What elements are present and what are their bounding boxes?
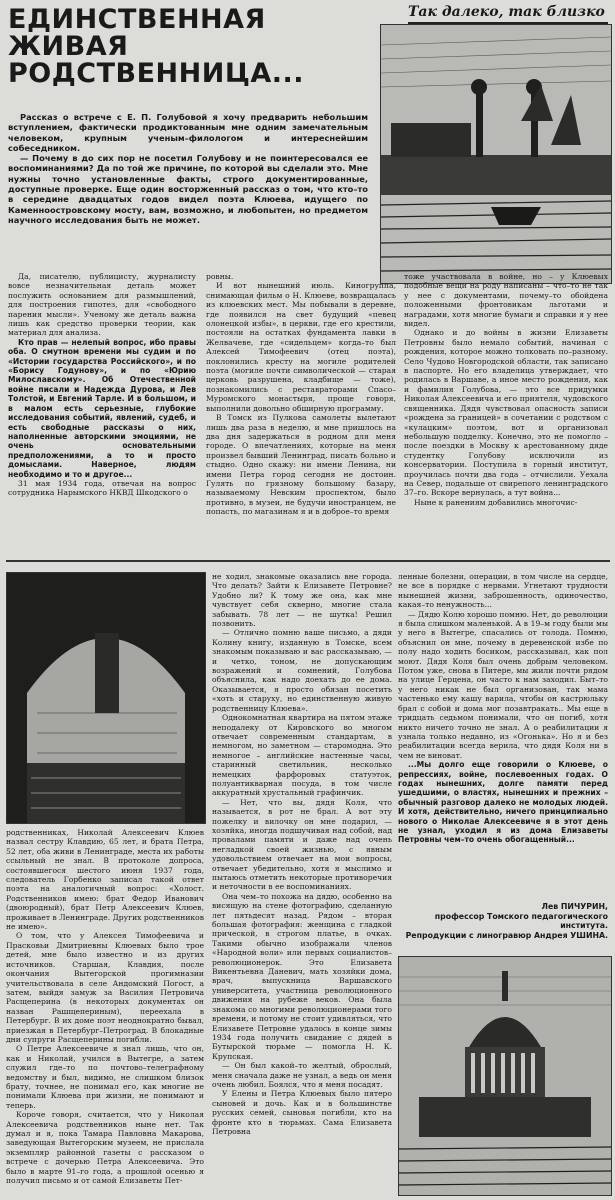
paragraph: О Петре Алексеевиче я знал лишь, что он, как и Николай, учился в Вытегре, а затем служил где–то по почтово–телеграфному ведомству и был, видимо, не слишком близок брату, точнее, не понимал его, как многие не понимали Клюева при жизни, не понимают и теперь. [6,1044,204,1110]
paragraph: ровны. [206,272,234,281]
paragraph: родственниках, Николай Алексеевич Клюев назвал сестру Клавдию, 65 лет, и брата Петра, 52 лет, оба живи в Ленинграде, места их работы ссыльный не знал. В протоколе допроса, состоявшегося шестого июня 1937 года, следователь Горбенко записал такой ответ поэта на аналогичный вопрос: «Холост. Родственников имею: брат Федор Иванович (двоюродный), брат Петр Алексеевич Клюев, проживает в Ленинграде. Других родственников не имею». [6,828,204,932]
author-name: Лев ПИЧУРИН, [541,902,608,911]
author-position: профессор Томского педагогического института. [434,911,608,931]
paragraph: У Елены и Петра Клюевых было пятеро сыновей и дочь. Как и в большинстве русских семей, сыновья погибли, кто на фронте кто в тюрьмах. Сама Елизавета Петровна [212,1089,392,1136]
text-column-1 [8,272,196,498]
linocut-embankment-drawing [381,25,611,283]
paragraph: — Отлично помню ваше письмо, а дяди Колину книгу, изданную в Томске, всем знакомым показываю и вас рассказываю, — и четко, тоном, не допускающим возражений и сомнений, Голубова объяснила, как надо доехать до ее дома. Оказывается, я просто обязан посетить «хоть и старуху, но единственную живую родственницу Клюева». [212,628,392,713]
text-column-2 [206,272,396,517]
paragraph-bold: ...Мы долго еще говорили о Клюеве, о репрессиях, войне, послевоенных годах. О годах нынешних, долге памяти перед ушедшими, о властях, нынешних и прежних – обычный разговор далеко не молодых людей. И хотя, действительно, ничего принципиально нового о Николае Алексеевиче я в этот день не узнал, уходил я из дома Елизаветы Петровны чем–то очень обогащенный... [398,760,608,845]
linocut-cathedral-drawing [399,957,611,1195]
paragraph: Ныне к ранениям добавились многочис- [414,497,578,507]
paragraph: Однако и до войны в жизни Елизаветы Петровны было немало событий, начиная с рождения, которое можно толковать по–разному. Село Чудово Новгородской области, так записано в паспорте. Но его владелица утверждает, что родилась в Варшаве, а иное место рождения, как и фамилия Голубова, — это все придумки Николая Алексеевича и его приятеля, чудовского священника. Дядя чувствовал опасность записи «рождена за границей» в сочетании с родством с «кулацким» поэтом, вот и организовал небольшую подделку. Конечно, это не помогло – после поездки в Москву к арестованному дяде студентку Голубову исключили из консерватории. Поступила в горный институт, проучилась почти два года – отчислили. Уехала на Север, подальше от свирепого ленинградского 37–го. Вскоре вернулась, а тут война... [404,328,608,498]
paragraph: Да, писателю, публицисту, журналисту вовсе незначительная деталь может послужить основанием для размышлений, для построения гипотез, для «свободного парения мысли». Ученому же деталь важна лишь как средство проверки теории, как материал для анализа. [8,272,196,338]
author-signature [398,902,608,940]
text-column-5 [212,572,392,1136]
paragraph: — Нет, что вы, дядя Коля, что называется, в рот не брал. А вот эту пожелку и вилочку он мне подарил, — хозяйка, иногда подшучивая над собой, над провалами памяти и даже над очень негладкой своей жизнью, с явным удовольствием отвечает на мои вопросы, отвечает убедительно, хотя я мыслимо и пытаюсь отметить некоторые противоречия и неточности в ее воспоминаниях. [212,797,392,892]
article-lead [8,112,368,225]
paragraph: Она чем–то похожа на дядю, особенно на висящую на стене фотографию, сделанную лет пятьдесят назад. Рядом – вторая большая фотография: женщина с гладкой прической, в строгом платье, в очках. Такими обычно изображали членов «Народной воли» или первых социалистов–революционерок. Это Елизавета Викентьевна Даневич, мать хозяйки дома, врач, выпускница Варшавского университета, участница революционного движения на рубеже веков. Она была знакома со многими революционерами того времени, и потому не стоит удивляться, что Елизавете Петровне удалось в конце зимы 1934 года получить свидание с дядей в Бутырской тюрьме — помогла Н. К. Крупская. [212,891,392,1061]
text-column-6 [398,572,608,845]
paragraph: В Томск из Пулкова самолеты вылетают лишь два раза в неделю, и мне пришлось на два дня задержаться в родном для меня городе. О впечатлениях, которые на меня произвел бывший Ленинград, писать больно и стыдно. Одно скажу: ни имени Ленина, ни имени Петра город сегодня не достоин. Гулять по грязному большому базару, называемому Невским проспектом, было противно, в музеи, не будучи иностранцем, не попасть, по магазинам я и в доброе–то время [206,413,396,517]
paragraph: не ходил, знакомые оказались вне города. Что делать? Зайти к Елизавете Петровне? Удобно ли? К тому же она, как мне чувствует себя скверно, многие стала забывать. 78 лет — не шутка! Решил позвонить. [212,572,392,629]
lead-paragraph: — Почему в до сих пор не посетил Голубову и не поинтересовался ее воспоминаниями? Да по той же причине, по которой вы сделали это. Мне нужны точно установленные факты, строго документированные, доступные проверке. Еще один восторженный рассказ о том, что кто–то в середине двадцатых годов видел поэта Клюева, идущего по Каменноостровскому мосту, вам, возможно, и любопытен, но предметом научного исследования быть не может. [8,153,368,225]
linocut-arch-drawing [7,573,205,823]
paragraph: — Дядю Колю хорошо помню. Нет, до революции я была слишком маленькой. А в 19–м году были мы у него в Вытегре, спасались от голода. Помню, объяснил он мне, почему в деревенской избе по полу надо ходить босиком, рассказывал, как пол моют. Дядя Коля был очень добрым человеком. Потом уже, снова в Питере, мы жили почти рядом на улице Герцена, он часто к нам заходил. Быт–то у него никак не был организован, так мама частенько ему кашу варила, чтобы он кастрюльку брал с собой и дома мог позавтракать.. Мы еще в тридцать седьмом понимали, что он погиб, хотя никто ничего точно не знал. А о реабилитации я узнала только недавно, из «Огонька». Но я и без реабилитации всегда верила, что дядя Коля ни в чем не виноват. [398,609,608,760]
section-divider [6,560,610,562]
paragraph: ленные болезни, операции, в том числе на сердце, не все в порядке с нервами. Угнетают трудности нынешней жизни, заброшенность, одиночество, какая–то ненужность... [398,572,608,610]
illustration-credit: Репродукции с линогравюр Андрея УШИНА. [405,930,608,940]
paragraph: 31 мая 1934 года, отвечая на вопрос сотрудника Нарымского НКВД Шкодского о [8,478,196,498]
paragraph: О том, что у Алексея Тимофеевича и Прасковьи Дмитриевны Клюевых было трое детей, мне было известно и из других источников. Старшая, Клавдия, после окончания Вытегорской прогимназии учительствовала в селе Андомский Погост, а затем, выйдя замуж за Василия Петровича Расщеперина (в некоторых документах он назван Рашщепериным), переехала в Петербург. В их доме поэт неоднократно бывал, приезжая в Петербург–Петроград. В блокадные дни супруги Расщеперины погибли. [6,931,204,1044]
section-rubric: Так далеко, так близко [408,4,608,24]
paragraph: Короче говоря, считается, что у Николая Алексеевича родственников ныне нет. Так думал и я, пока Тамара Павловна Макарова, заведующая Вытегорским музеем, не прислала экземпляр районной газеты с рассказом о встрече с дочерью Петра Алексеевича. Это было в марте 91–го года, а прошлой осенью я получил письмо и от самой Елизаветы Пет- [6,1110,204,1186]
article-title: ЕДИНСТВЕННАЯ ЖИВАЯ РОДСТВЕННИЦА... [8,4,305,89]
paragraph-bold: Кто прав — нелепый вопрос, ибо правы оба. О смутном времени мы судим и по «Истории государства Российского», и по «Борису Годунову», и по «Юрию Милославскому». Об Отечественной войне писали и Надежда Дурова, и Лев Толстой, и Евгений Тарле. И в большом, и в малом есть серьезные, глубокие исследования событий, явлений, судеб, и есть свободные рассказы о них, наполненные авторскими эмоциями, не очень основательными предположениями, а то и просто домыслами. Наверное, людям необходимо и то и другое... [8,337,196,479]
text-column-4 [6,828,204,1185]
paragraph: тоже участвовала в войне, но – у Клюевых подобные вещи на роду написаны – что–то не так у нее с документами, почему–то обойдена положенными фронтовикам льготами и наградами, хотя многие бумаги и справки я у нее видел. [404,272,608,329]
paragraph: Однокомнатная квартира на пятом этаже неподалеку от Кировского во многом отвечает современным стандартам, в немногом, но заметном — старомодна. Это немногое – английские настенные часы, старинный светильник, несколько немецких фарфоровых статуэток, полуантикварная посуда, в том числе аккуратный хрустальный графинчик. [212,713,392,798]
linocut-embankment-illustration [380,24,612,284]
paragraph: И вот нынешний июль. Киногруппа, снимающая фильм о Н. Клюеве, возвращалась из клюевских мест. Мы побывали в деревне, где появился на свет будущий «певец олонецкой избы», в церкви, где его крестили, постояли на остатках фундамента лавки в Желвачеве, где «сидельцем» когда–то был Алексей Тимофеевич (отец поэта), поклонились кресту на могиле родителей поэта (могиле почти символической — старая церковь разрушена, кладбище — тоже), познакомились с реставраторами Спасо–Муромского монастыря, проще говоря, выполнили довольно обширную программу. [206,281,396,413]
linocut-arch-illustration [6,572,206,824]
paragraph: — Он был какой–то желтый, оброслый, меня сначала даже не узнал, а ведь он меня очень любил. Боялся, что я меня посадят. [212,1061,392,1089]
text-column-3 [404,272,608,507]
linocut-cathedral-illustration [398,956,612,1196]
lead-paragraph: Рассказ о встрече с Е. П. Голубовой я хочу предварить небольшим вступлением, фактически продиктованным мне одним замечательным человеком, крупным ученым–филологом и интереснейшим собеседником. [8,112,368,153]
